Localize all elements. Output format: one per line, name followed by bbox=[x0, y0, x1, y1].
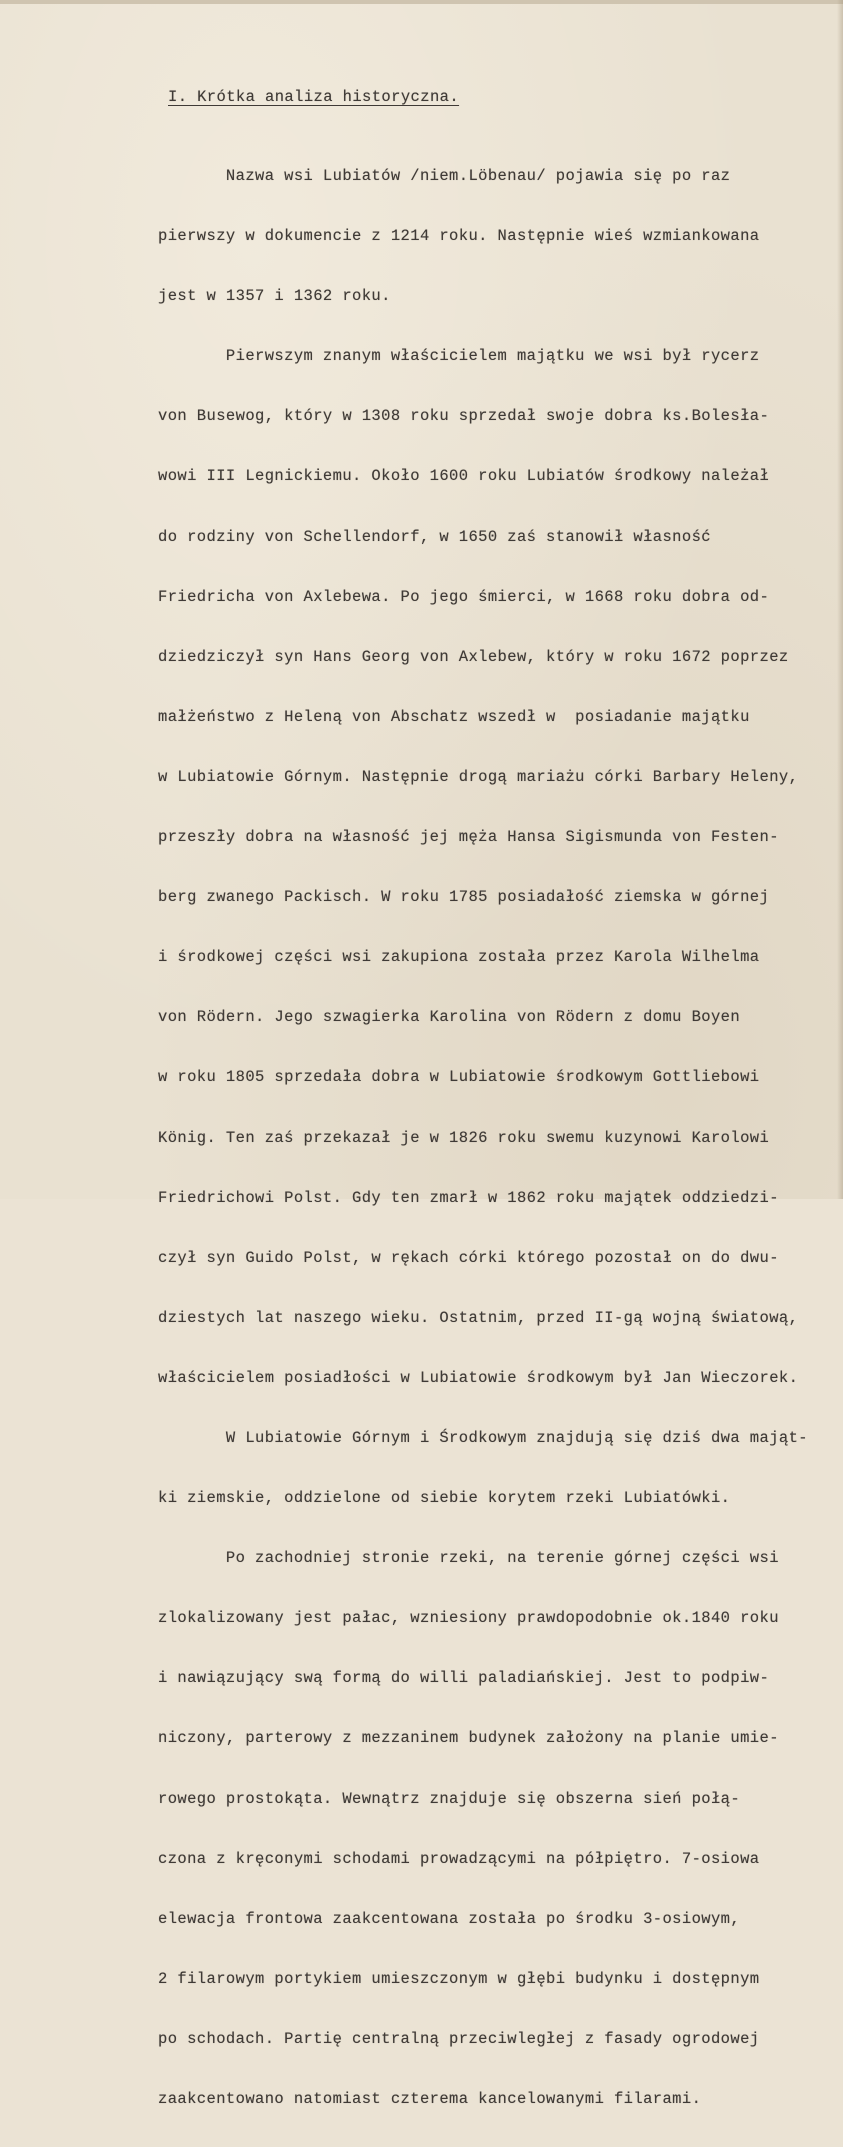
text-line: w roku 1805 sprzedała dobra w Lubiatowie środkowym Gottliebowi bbox=[158, 1068, 760, 1087]
text-line: W Lubiatowie Górnym i Środkowym znajdują się dziś dwa mająt- bbox=[158, 1428, 809, 1447]
text-line: dziestych lat naszego wieku. Ostatnim, przed II-gą wojną światową, bbox=[158, 1308, 799, 1327]
text-line: von Rödern. Jego szwagierka Karolina von Rödern z domu Boyen bbox=[158, 1008, 741, 1027]
page-right-edge bbox=[837, 0, 843, 1199]
text-line: Friedrichowi Polst. Gdy ten zmarł w 1862 roku majątek oddziedzi- bbox=[158, 1188, 779, 1207]
text-line: przeszły dobra na własność jej męża Hansa Sigismunda von Festen- bbox=[158, 828, 779, 847]
text-line: w Lubiatowie Górnym. Następnie drogą mariażu córki Barbary Heleny, bbox=[158, 767, 799, 786]
body-text bbox=[158, 128, 808, 2147]
text-line: po schodach. Partię centralną przeciwległej z fasady ogrodowej bbox=[158, 2029, 760, 2048]
text-line: Pierwszym znanym właścicielem majątku we wsi był rycerz bbox=[158, 347, 760, 366]
text-line: 2 filarowym portykiem umieszczonym w głębi budynku i dostępnym bbox=[158, 1969, 760, 1988]
text-line: König. Ten zaś przekazał je w 1826 roku swemu kuzynowi Karolowi bbox=[158, 1128, 770, 1147]
text-line: do rodziny von Schellendorf, w 1650 zaś stanowił własność bbox=[158, 527, 711, 546]
text-line: berg zwanego Packisch. W roku 1785 posiadałość ziemska w górnej bbox=[158, 888, 770, 907]
text-line: niczony, parterowy z mezzaninem budynek założony na planie umie- bbox=[158, 1729, 779, 1748]
text-line: właścicielem posiadłości w Lubiatowie środkowym był Jan Wieczorek. bbox=[158, 1368, 799, 1387]
text-line: Po zachodniej stronie rzeki, na terenie górnej części wsi bbox=[158, 1549, 779, 1568]
text-line: elewacja frontowa zaakcentowana została po środku 3-osiowym, bbox=[158, 1909, 741, 1928]
text-line: czył syn Guido Polst, w rękach córki którego pozostał on do dwu- bbox=[158, 1248, 779, 1267]
text-line: von Busewog, który w 1308 roku sprzedał swoje dobra ks.Bolesła- bbox=[158, 407, 770, 426]
text-line: i środkowej części wsi zakupiona została przez Karola Wilhelma bbox=[158, 948, 760, 967]
text-line: rowego prostokąta. Wewnątrz znajduje się obszerna sień połą- bbox=[158, 1789, 741, 1808]
text-line: ki ziemskie, oddzielone od siebie korytem rzeki Lubiatówki. bbox=[158, 1489, 731, 1508]
section-heading: I. Krótka analiza historyczna. bbox=[168, 88, 460, 106]
text-line: zaakcentowano natomiast czterema kancelowanymi filarami. bbox=[158, 2090, 702, 2108]
text-line: i nawiązujący swą formą do willi paladiańskiej. Jest to podpiw- bbox=[158, 1669, 770, 1688]
text-line: jest w 1357 i 1362 roku. bbox=[158, 287, 391, 306]
text-line: zlokalizowany jest pałac, wzniesiony prawdopodobnie ok.1840 roku bbox=[158, 1609, 779, 1628]
text-line: małżeństwo z Heleną von Abschatz wszedł w posiadanie majątku bbox=[158, 707, 750, 726]
text-line: pierwszy w dokumencie z 1214 roku. Następnie wieś wzmiankowana bbox=[158, 227, 760, 246]
text-line: wowi III Legnickiemu. Około 1600 roku Lubiatów środkowy należał bbox=[158, 467, 770, 486]
text-line: Friedricha von Axlebewa. Po jego śmierci, w 1668 roku dobra od- bbox=[158, 587, 770, 606]
text-line: dziedziczył syn Hans Georg von Axlebew, który w roku 1672 poprzez bbox=[158, 647, 789, 666]
text-line: Nazwa wsi Lubiatów /niem.Löbenau/ pojawia się po raz bbox=[158, 167, 731, 185]
text-line: czona z kręconymi schodami prowadzącymi na półpiętro. 7-osiowa bbox=[158, 1849, 760, 1868]
page-top-edge bbox=[0, 0, 843, 4]
